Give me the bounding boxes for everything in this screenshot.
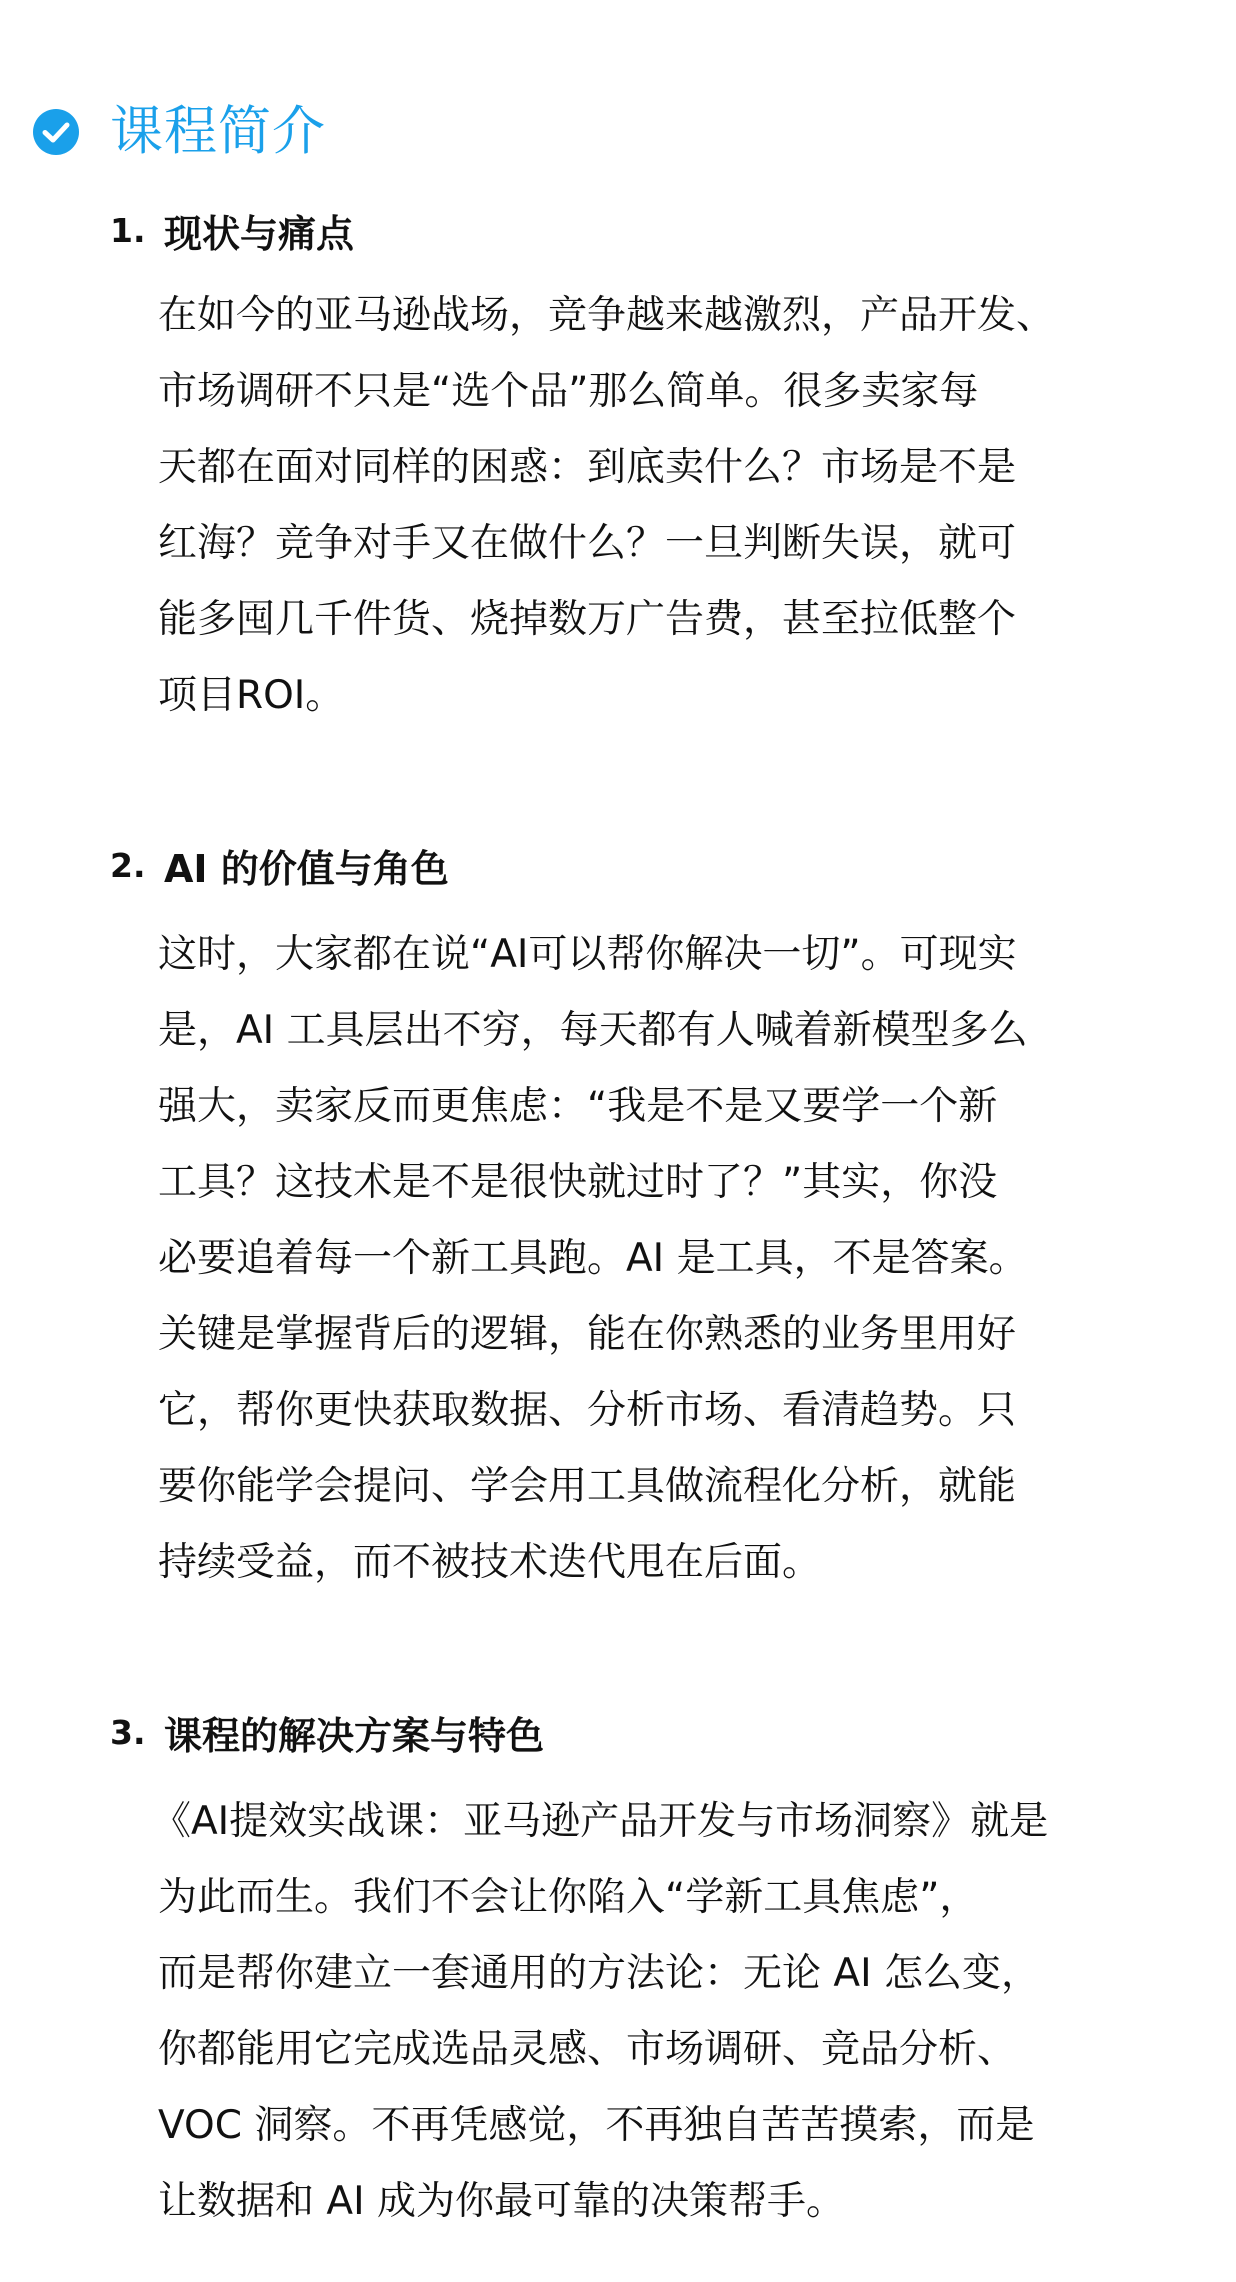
paragraph-line: 项目ROI。 (158, 673, 345, 718)
paragraph-line: 能多囤几千件货、烧掉数万广告费，甚至拉低整个 (158, 597, 1017, 642)
paragraph-line: 为此而生。我们不会让你陷入“学新工具焦虑”， (158, 1875, 979, 1920)
check-circle-icon (32, 108, 80, 156)
section-heading (110, 200, 354, 260)
section-paragraph (158, 278, 1188, 734)
section-paragraph (158, 917, 1188, 1601)
paragraph-line: 工具？这技术是不是很快就过时了？”其实，你没 (158, 1160, 998, 1205)
paragraph-line: 要你能学会提问、学会用工具做流程化分析，就能 (158, 1464, 1017, 1509)
paragraph-line: 关键是掌握背后的逻辑，能在你熟悉的业务里用好 (158, 1312, 1017, 1357)
paragraph-line: 而是帮你建立一套通用的方法论：无论 AI 怎么变， (158, 1951, 1040, 1996)
paragraph-line: 这时，大家都在说“AI可以帮你解决一切”。可现实 (158, 932, 1017, 977)
section-number: 3. (110, 1712, 146, 1752)
paragraph-line: 是，AI 工具层出不穷，每天都有人喊着新模型多么 (158, 1008, 1028, 1053)
paragraph-line: 必要追着每一个新工具跑。AI 是工具，不是答案。 (158, 1236, 1028, 1281)
section-number: 1. (110, 210, 146, 250)
paragraph-line: 强大，卖家反而更焦虑：“我是不是又要学一个新 (158, 1084, 998, 1129)
section-heading (110, 835, 449, 895)
paragraph-line: 市场调研不只是“选个品”那么简单。很多卖家每 (158, 369, 979, 414)
paragraph-line: 你都能用它完成选品灵感、市场调研、竞品分析、 (158, 2027, 1017, 2072)
page-title: 课程简介 (110, 101, 326, 162)
paragraph-line: 持续受益，而不被技术迭代甩在后面。 (158, 1540, 822, 1585)
section-heading (110, 1702, 544, 1762)
section-title: AI 的价值与角色 (164, 846, 449, 891)
section-header (32, 92, 326, 172)
section-title: 课程的解决方案与特色 (164, 1713, 545, 1758)
paragraph-line: 它，帮你更快获取数据、分析市场、看清趋势。只 (158, 1388, 1017, 1433)
section-title: 现状与痛点 (164, 211, 355, 256)
section-number: 2. (110, 845, 146, 885)
paragraph-line: VOC 洞察。不再凭感觉，不再独自苦苦摸索，而是 (158, 2103, 1035, 2148)
paragraph-line: 红海？竞争对手又在做什么？一旦判断失误，就可 (158, 521, 1017, 566)
paragraph-line: 《AI提效实战课：亚马逊产品开发与市场洞察》就是 (152, 1799, 1049, 1844)
paragraph-line: 让数据和 AI 成为你最可靠的决策帮手。 (158, 2179, 845, 2224)
paragraph-line: 天都在面对同样的困惑：到底卖什么？市场是不是 (158, 445, 1017, 490)
section-paragraph (152, 1784, 1188, 2240)
paragraph-line: 在如今的亚马逊战场，竞争越来越激烈，产品开发、 (158, 293, 1056, 338)
